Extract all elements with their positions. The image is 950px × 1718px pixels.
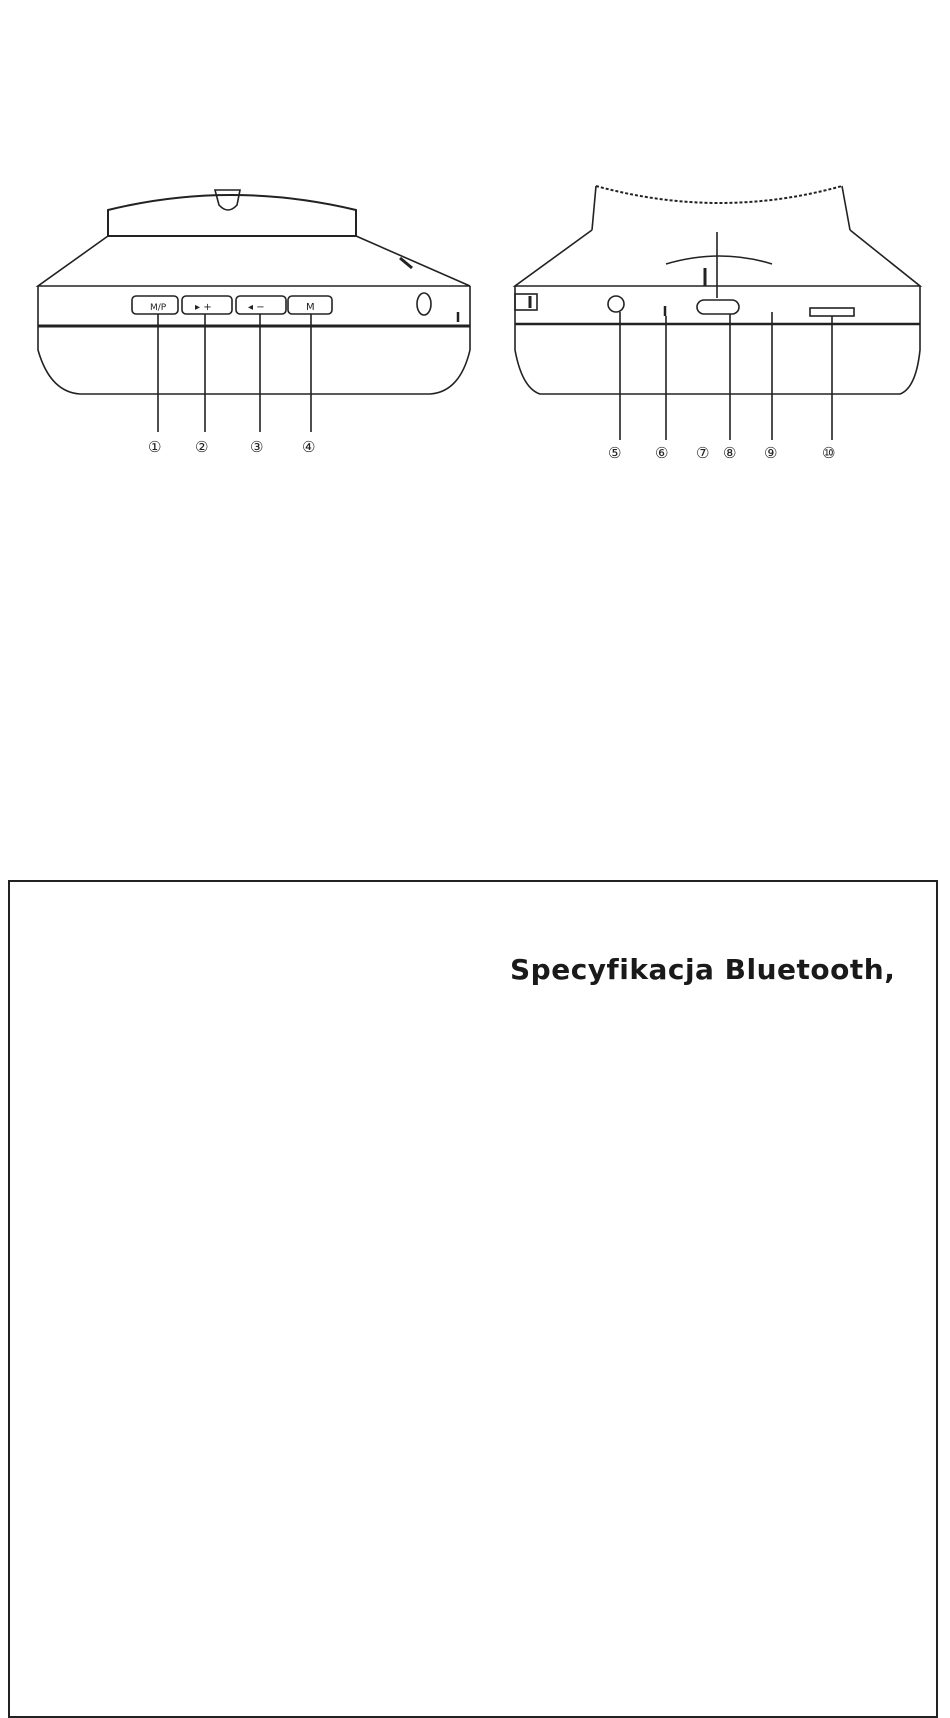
- svg-text:◂ −: ◂ −: [248, 302, 265, 313]
- spec-title: Specyfikacja Bluetooth,: [510, 953, 896, 986]
- left-device-front-view: [38, 190, 470, 432]
- callout-1: ①: [148, 438, 162, 456]
- left-callout-labels: [148, 438, 315, 456]
- callout-5: ⑤: [608, 444, 622, 462]
- callout-9: ⑨: [764, 444, 778, 462]
- specification-box: [8, 880, 938, 1718]
- right-callout-labels: [608, 444, 835, 462]
- callout-2: ②: [195, 438, 209, 456]
- svg-text:M/P: M/P: [150, 303, 167, 313]
- svg-text:▸ +: ▸ +: [195, 302, 212, 313]
- callout-10: ⑩: [822, 444, 836, 462]
- callout-7: ⑦: [696, 444, 710, 462]
- callout-3: ③: [250, 438, 264, 456]
- callout-8: ⑧: [723, 444, 737, 462]
- callout-4: ④: [302, 438, 316, 456]
- device-diagram: [0, 170, 950, 470]
- svg-text:M: M: [306, 302, 315, 313]
- callout-6: ⑥: [655, 444, 669, 462]
- right-device-rear-view: [515, 186, 920, 440]
